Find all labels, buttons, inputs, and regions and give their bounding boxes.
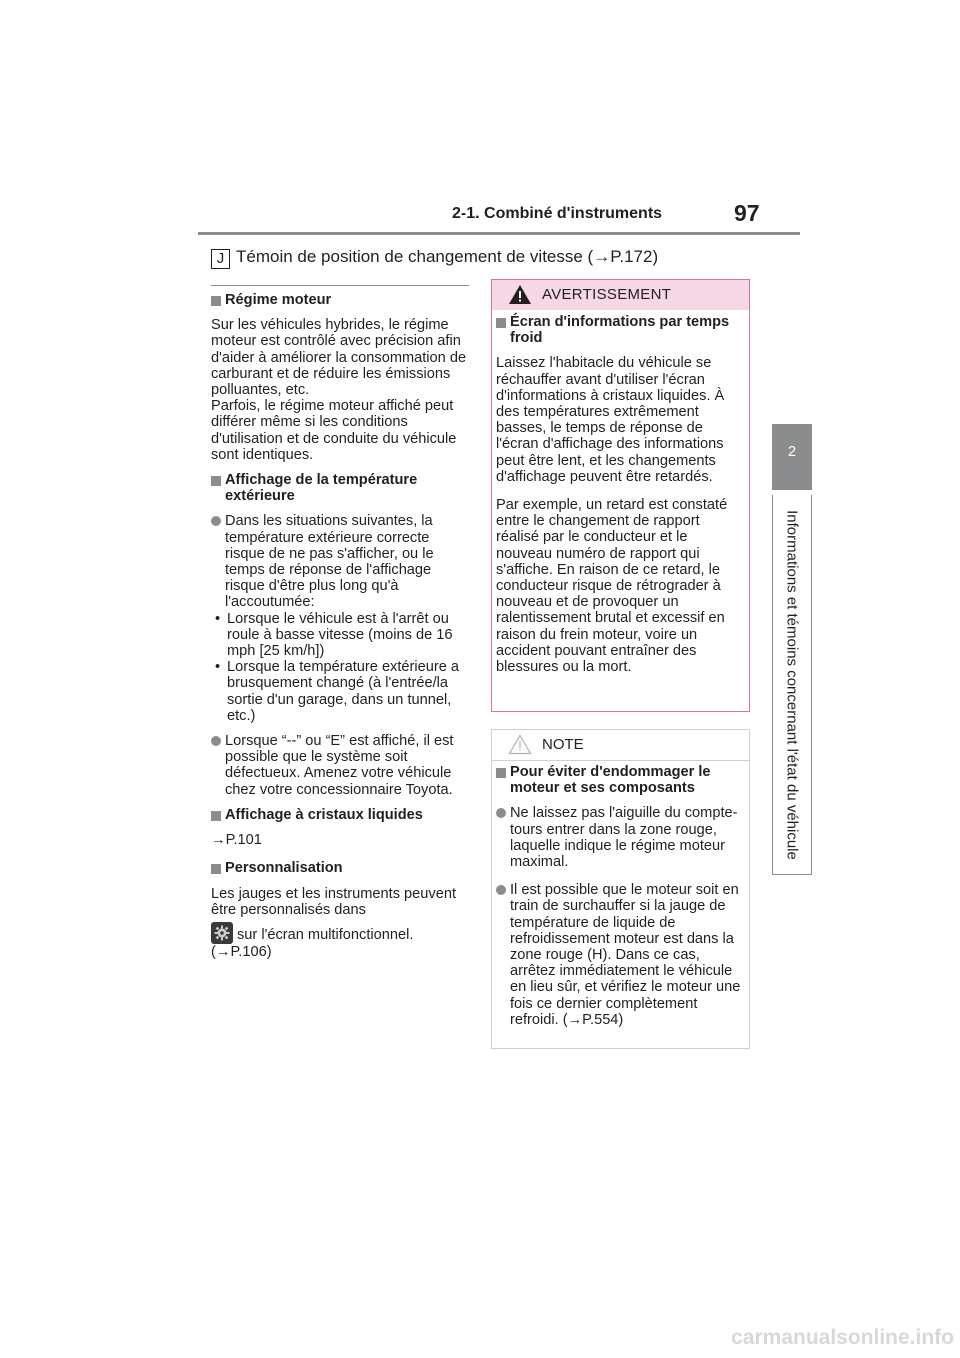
paragraph-with-icon (211, 922, 469, 944)
warning-body (496, 314, 744, 675)
sub-bullet-item: • Lorsque la température extérieure a brusquement changé (à l'entrée/la sortie d'un garage, dans un tunnel, etc.) (211, 659, 469, 724)
warning-heading: Écran d'informations par temps froid (496, 314, 744, 346)
gear-icon (211, 922, 233, 944)
section-heading: Personnalisation (211, 860, 469, 876)
chapter-title-text: Informations et témoins concernant l'état du véhicule (783, 510, 801, 860)
bullet-item: Dans les situations suivantes, la température extérieure correcte risque de ne pas s'afficher, ou le temps de réponse de l'affichage risque d'être plus long qu'à l'accoutumée: (211, 513, 469, 610)
note-body (496, 764, 744, 1028)
paragraph-text: sur l'écran multifonctionnel. (237, 926, 414, 943)
sub-bullet-item: • Lorsque le véhicule est à l'arrêt ou roule à basse vitesse (moins de 16 mph [25 km/h]) (211, 611, 469, 660)
page-reference: →P.101 (211, 832, 262, 849)
warning-title: AVERTISSEMENT (542, 286, 672, 303)
note-bullet-item: Il est possible que le moteur soit en train de surchauffer si la jauge de température de liquide de refroidissement moteur est dans la zone rouge (H). Dans ce cas, arrêtez immédiatement le véhicule en lieu sûr, et vérifiez le moteur une fois ce dernier complètement refroidi. (→P.554) (496, 882, 744, 1028)
header-divider (198, 232, 800, 235)
item-badge: J (211, 249, 230, 269)
caution-triangle-icon (508, 734, 532, 760)
section-heading: Régime moteur (211, 292, 469, 308)
warning-paragraph: Par exemple, un retard est constaté entre le changement de rapport réalisé par le conducteur et le nouveau numéro de rapport qui s'affiche. En raison de ce retard, le conducteur risque de rétrograder à nouveau et de provoquer un ralentissement brutal et excessif en raison du frein moteur, voire un accident pouvant entraîner des blessures ou la mort. (496, 497, 728, 676)
section-heading: Affichage de la température extérieure (211, 472, 469, 504)
note-bullet-item: Ne laissez pas l'aiguille du compte-tours entrer dans la zone rouge, laquelle indique le régime moteur maximal. (496, 805, 744, 870)
left-column (211, 286, 469, 960)
paragraph: Les jauges et les instruments peuvent être personnalisés dans (211, 885, 456, 918)
note-heading: Pour éviter d'endommager le moteur et ses composants (496, 764, 744, 796)
page-number: 97 (734, 200, 760, 226)
note-title: NOTE (542, 736, 584, 753)
item-description: Témoin de position de changement de vitesse (→P.172) (236, 247, 659, 266)
bullet-item: Lorsque “--” ou “E” est affiché, il est possible que le système soit défectueux. Amenez votre véhicule chez votre concessionnaire Toyota. (211, 733, 469, 798)
paragraph: Parfois, le régime moteur affiché peut différer même si les conditions d'utilisation et de conduite du véhicule sont identiques. (211, 398, 457, 463)
warning-paragraph: Laissez l'habitacle du véhicule se réchauffer avant d'utiliser l'écran d'informations à cristaux liquides. À des températures extrêmement basses, le temps de réponse de l'écran d'affichage des informations peut être lent, et les changements d'affichage peuvent être retardés. (496, 355, 725, 485)
chapter-number: 2 (787, 443, 797, 460)
note-header-divider (492, 760, 749, 761)
chapter-title (772, 495, 812, 875)
section-title: 2-1. Combiné d'instruments (452, 205, 663, 222)
section-heading: Affichage à cristaux liquides (211, 807, 469, 823)
warning-triangle-icon (508, 284, 532, 310)
page-reference: (→P.106) (211, 943, 272, 960)
paragraph: Sur les véhicules hybrides, le régime moteur est contrôlé avec précision afin d'aider à améliorer la consommation de carburant et de réduire les émissions polluantes, etc. (211, 317, 467, 399)
watermark: carmanualsonline.info (731, 1326, 954, 1349)
